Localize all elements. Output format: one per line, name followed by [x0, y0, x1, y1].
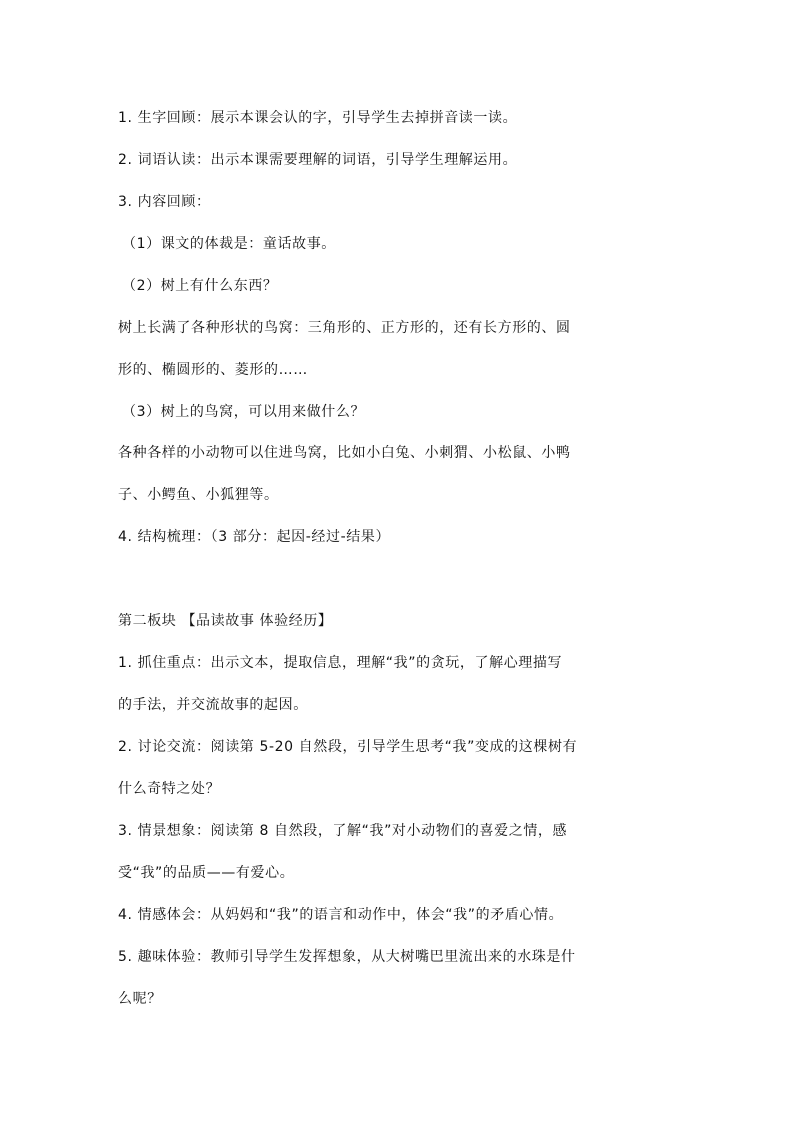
text-line-20: 5. 趣味体验：教师引导学生发挥想象，从大树嘴巴里流出来的水珠是什: [118, 949, 576, 965]
text-line-19: 4. 情感体会：从妈妈和“我”的语言和动作中，体会“我”的矛盾心情。: [118, 907, 564, 923]
text-line-17: 3. 情景想象：阅读第 8 自然段，了解“我”对小动物们的喜爱之情，感: [118, 823, 568, 839]
text-line-15: 2. 讨论交流：阅读第 5-20 自然段，引导学生思考“我”变成的这棵树有: [118, 739, 578, 755]
text-line-8: （3）树上的鸟窝，可以用来做什么？: [122, 404, 366, 420]
text-line-14: 的手法，并交流故事的起因。: [118, 697, 308, 713]
text-line-1: 1. 生字回顾：展示本课会认的字，引导学生去掉拼音读一读。: [118, 110, 518, 126]
text-line-9: 各种各样的小动物可以住进鸟窝，比如小白兔、小刺猬、小松鼠、小鸭: [118, 445, 571, 461]
text-line-4: （1）课文的体裁是：童话故事。: [122, 236, 336, 252]
text-line-5: （2）树上有什么东西？: [122, 278, 278, 294]
text-line-16: 什么奇特之处？: [118, 781, 221, 797]
text-line-21: 么呢？: [118, 991, 162, 1007]
section-heading: 第二板块 【品读故事 体验经历】: [118, 613, 333, 629]
text-line-18: 受“我”的品质——有爱心。: [118, 865, 295, 881]
text-line-10: 子、小鳄鱼、小狐狸等。: [118, 487, 279, 503]
text-line-7: 形的、椭圆形的、菱形的……: [118, 362, 308, 378]
text-line-6: 树上长满了各种形状的鸟窝：三角形的、正方形的，还有长方形的、圆: [118, 320, 571, 336]
text-line-3: 3. 内容回顾：: [118, 194, 211, 210]
text-line-13: 1. 抓住重点：出示文本，提取信息，理解“我”的贪玩，了解心理描写: [118, 655, 563, 671]
text-line-2: 2. 词语认读：出示本课需要理解的词语，引导学生理解运用。: [118, 152, 518, 168]
text-line-11: 4. 结构梳理：（3 部分：起因-经过-结果）: [118, 529, 391, 545]
